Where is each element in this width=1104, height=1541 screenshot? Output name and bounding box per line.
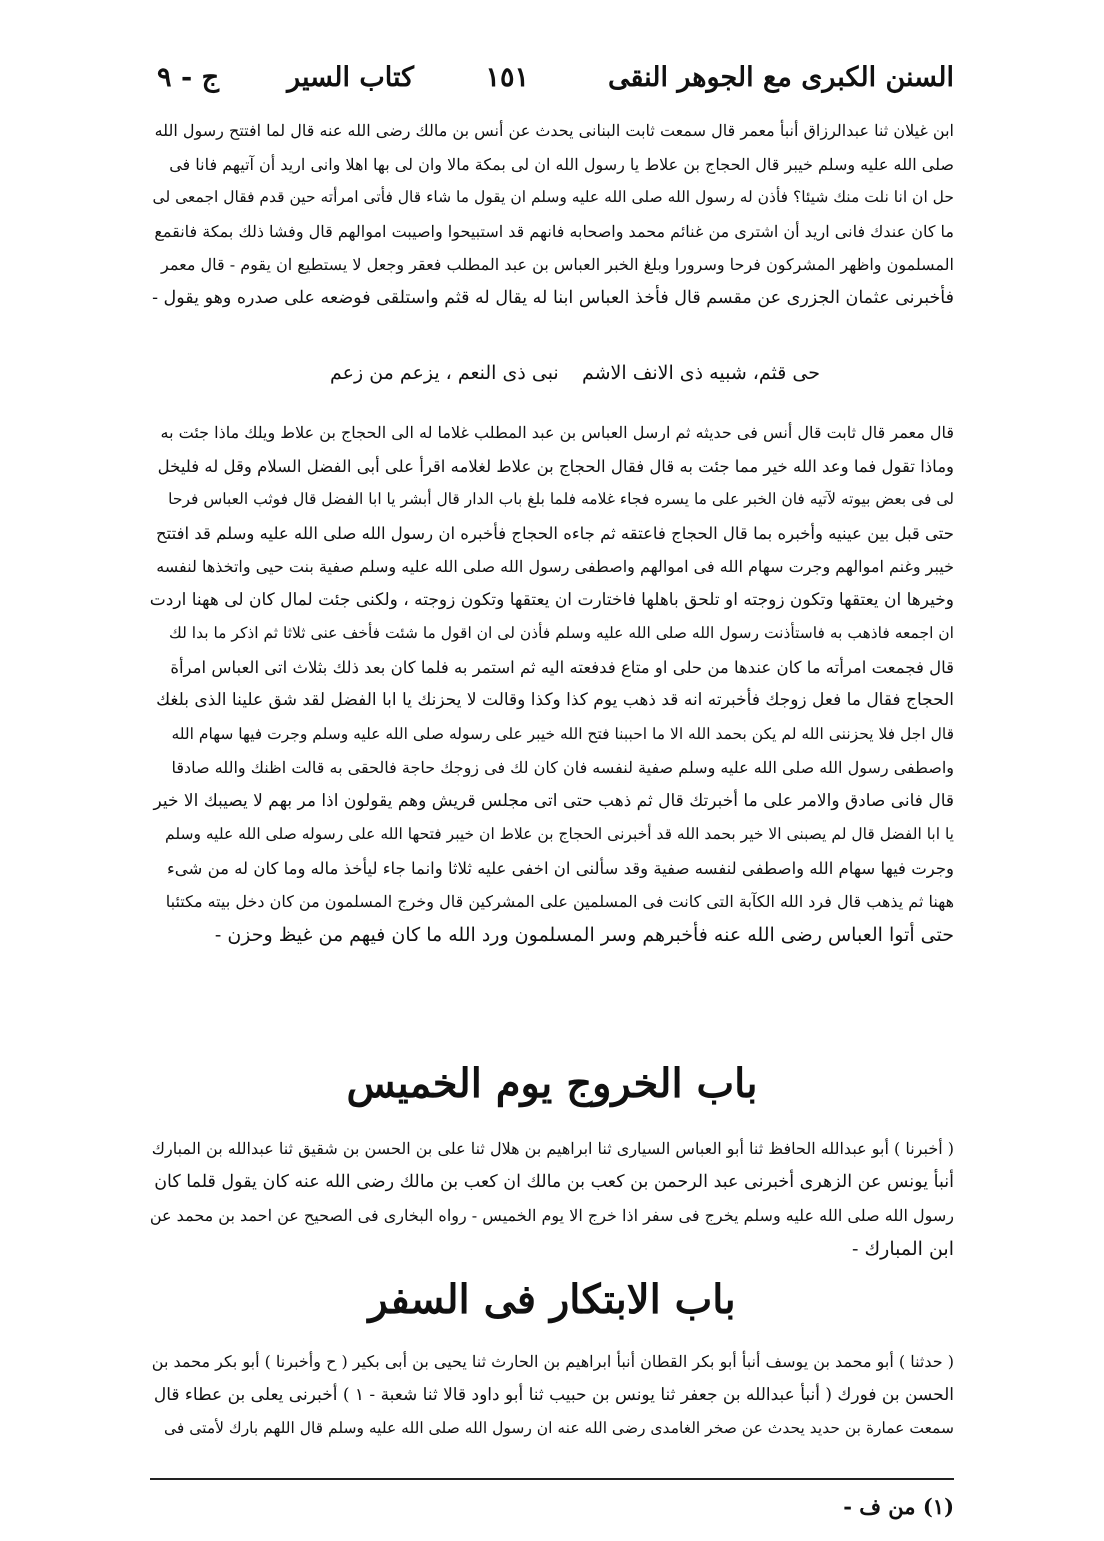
text-line: قال اجل فلا يحزننى الله لم يكن بحمد الله الا ما احببنا فتح الله خيبر على رسوله صلى الله عليه وسلم وجرت فيها سهام الله bbox=[171, 724, 954, 743]
volume-number: ج - ٩ bbox=[157, 62, 219, 93]
text-line: حل ان انا نلت منك شيئا؟ فأذن له رسول الله صلى الله عليه وسلم ان يقول ما شاء قال فأتى امرأته حين قدم فقال اجمعى لى bbox=[152, 188, 954, 206]
text-line: يا ابا الفضل قال لم يصبنى الا خير بحمد الله قد أخبرنى الحجاج بن علاط ان خيبر فتحها الله على رسوله صلى الله عليه وسلم bbox=[165, 825, 954, 843]
footnote-divider bbox=[150, 1478, 954, 1480]
text-line: ابن غيلان ثنا عبدالرزاق أنبأ معمر قال سمعت ثابت البنانى يحدث عن أنس بن مالك رضى الله عنه قال لما افتتح رسول الله bbox=[154, 121, 954, 140]
text-line: حتى قبل بين عينيه وأخبره بما قال الحجاج فاعتقه ثم جاءه الحجاج فأخبره ان رسول الله صلى الله عليه وسلم قد افتتح bbox=[156, 523, 954, 543]
text-line: وجرت فيها سهام الله واصطفى لنفسه صفية وقد سألنى ان اخفى عليه ثلاثا وانما جاء ليأخذ ماله وما كان له من شىء bbox=[166, 858, 954, 878]
paragraph-3 bbox=[150, 1132, 954, 1266]
text-line: الحجاج فقال ما فعل زوجك فأخبرته انه قد ذهب يوم كذا وكذا وقالت لا يحزنك يا ابا الفضل لقد شق علينا الذى بلغك bbox=[156, 690, 954, 710]
book-title: السنن الكبرى مع الجوهر النقى bbox=[607, 62, 954, 93]
text-line: فأخبرنى عثمان الجزرى عن مقسم قال فأخذ العباس ابنا له يقال له قثم واستلقى فوضعه على صدره وهو يقول - bbox=[152, 287, 954, 308]
text-line: وماذا تقول فما وعد الله خير مما جئت به قال فقال الحجاج بن علاط لغلامه اقرأ على أبى الفضل السلام وقل له فليخل bbox=[157, 456, 954, 476]
poem-hemistich-1: حى قثم، شبيه ذى الانف الاشم bbox=[581, 362, 820, 384]
text-line: ( حدثنا ) أبو محمد بن يوسف أنبأ أبو بكر القطان أنبأ ابراهيم بن الحارث ثنا يحيى بن أبى بكير ( ح وأخبرنا ) أبو بكر محمد بن bbox=[151, 1352, 954, 1371]
text-line: واصطفى رسول الله صلى الله عليه وسلم صفية لنفسه فان كان لك فى زوجك حاجة فالحقى به قالت اظنك والله صادقا bbox=[171, 758, 954, 777]
text-line: خيبر وغنم اموالهم وجرت سهام الله فى اموالهم واصطفى رسول الله صلى الله عليه وسلم صفية بنت حيى واتخذها لنفسه bbox=[156, 557, 954, 576]
text-line: ههنا ثم يذهب قال فرد الله الكآبة التى كانت فى المسلمين على المشركين قال وخرج المسلمون من كان دخل بيته مكتئبا bbox=[165, 892, 954, 911]
text-line: المسلمون واظهر المشركون فرحا وسرورا وبلغ الخبر العباس بن عبد المطلب فعقر وجعل لا يستطيع ان يقوم - قال معمر bbox=[161, 255, 954, 274]
text-line: ( أخبرنا ) أبو عبدالله الحافظ ثنا أبو العباس السيارى ثنا ابراهيم بن هلال ثنا على بن الحسن بن شقيق ثنا عبدالله بن المبارك bbox=[151, 1139, 954, 1158]
text-line: لى فى بعض بيوته لآتيه فان الخبر على ما يسره فجاء غلامه فلما بلغ باب الدار قال أبشر يا ابا الفضل قال فوثب العباس فرحا bbox=[168, 490, 954, 508]
text-line: ما كان عندك فانى اريد أن اشترى من غنائم محمد واصحابه فانهم قد استبيحوا واصيبت اموالهم قال وفشا ذلك بمكة فانقمع bbox=[154, 221, 954, 241]
text-line: قال فجمعت امرأته ما كان عندها من حلى او متاع فدفعته اليه ثم استمر به فلما كان بعد ذلك بثلاث اتى العباس امرأة bbox=[170, 657, 954, 677]
section-heading-early-travel: باب الابتكار فى السفر bbox=[368, 1276, 736, 1323]
poem-hemistich-2: نبى ذى النعم ، يزعم من زعم bbox=[330, 362, 559, 384]
running-header bbox=[150, 62, 954, 108]
text-line: أنبأ يونس عن الزهرى أخبرنى عبد الرحمن بن كعب بن مالك ان كعب بن مالك رضى الله عنه كان يقول قلما كان bbox=[154, 1171, 954, 1192]
text-line: سمعت عمارة بن حديد يحدث عن صخر الغامدى رضى الله عنه ان رسول الله صلى الله عليه وسلم قال اللهم بارك لأمتى فى bbox=[164, 1419, 954, 1437]
paragraph-4 bbox=[150, 1345, 954, 1446]
text-line: صلى الله عليه وسلم خيبر قال الحجاج بن علاط يا رسول الله ان لى بمكة مالا وان لى بها اهلا وانى اريد أن آتيهم فانا فى bbox=[169, 154, 954, 174]
chapter-title: كتاب السير bbox=[287, 62, 414, 93]
section-heading-thursday-departure: باب الخروج يوم الخميس bbox=[346, 1060, 758, 1107]
text-line: الحسن بن فورك ( أنبأ عبدالله بن جعفر ثنا يونس بن حبيب ثنا أبو داود قالا ثنا شعبة - ١ ) أخبرنى يعلى بن عطاء قال bbox=[153, 1384, 954, 1405]
text-line: حتى أتوا العباس رضى الله عنه فأخبرهم وسر المسلمون ورد الله ما كان فيهم من غيظ وحزن - bbox=[214, 923, 954, 946]
paragraph-2 bbox=[150, 416, 954, 952]
text-line: رسول الله صلى الله عليه وسلم يخرج فى سفر اذا خرج الا يوم الخميس - رواه البخارى فى الصحيح عن احمد بن محمد عن bbox=[149, 1206, 954, 1225]
poem-verse bbox=[330, 362, 820, 396]
text-line: وخيرها ان يعتقها وتكون زوجته او تلحق باهلها فاختارت ان يعتقها وتكون زوجته ، ولكنى جئت لمال كان لى ههنا اردت bbox=[149, 589, 954, 610]
page-number: ١٥١ bbox=[485, 62, 529, 93]
text-line: قال معمر قال ثابت قال أنس فى حديثه ثم ارسل العباس بن عبد المطلب غلاما له الى الحجاج بن علاط ويلك ماذا جئت به bbox=[160, 423, 954, 442]
paragraph-1 bbox=[150, 114, 954, 315]
text-line: قال فانى صادق والامر على ما أخبرتك قال ثم ذهب حتى اتى مجلس قريش وهم يقولون اذا مر بهم لا يصيبك الا خير bbox=[153, 790, 954, 811]
footnote: (١) من ف - bbox=[843, 1494, 954, 1519]
text-line: ابن المبارك - bbox=[852, 1237, 954, 1260]
text-line: ان اجمعه فاذهب به فاستأذنت رسول الله صلى الله عليه وسلم فأذن لى ان اقول ما شئت فأخف عنى ثلاثا ثم اذكر ما بدا لك bbox=[169, 624, 954, 642]
